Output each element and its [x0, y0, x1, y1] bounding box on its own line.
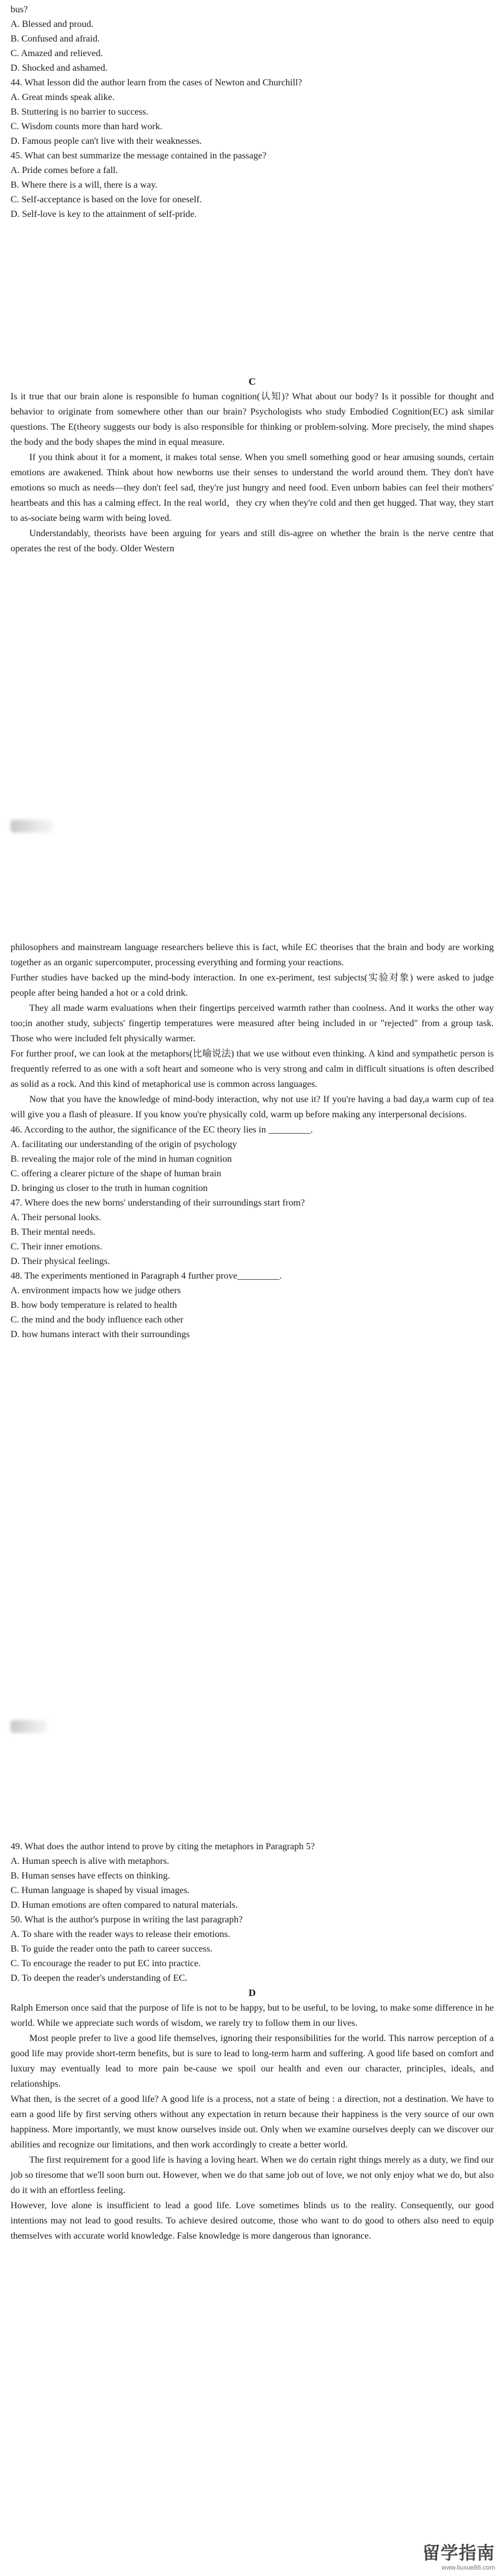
questions-46-48: [11, 1123, 494, 1342]
option-line: C. Human language is shaped by visual images.: [11, 1886, 190, 1895]
option-line: D. bringing us closer to the truth in human cognition: [11, 1183, 208, 1193]
question-line: 50. What is the author's purpose in writing the last paragraph?: [11, 1915, 243, 1925]
option-line: B. Their mental needs.: [11, 1227, 95, 1237]
option-line: C. Wisdom counts more than hard work.: [11, 122, 163, 132]
passage-paragraph: However, love alone is insufficient to lead a good life. Love sometimes blinds us to the reality. Consequently, our good intentions may not lead to good results. To achieve desired outcome, those who want to do good to others also need to equip themselves with accurate world knowledge. False knowledge is more dangerous than ignorance.: [11, 2201, 494, 2241]
passage-paragraph: Ralph Emerson once said that the purpose of life is not to be happy, but to be useful, to be loving, to make some difference in he world. While we appreciate such words of wisdom, we rarely try to follow them in our lives.: [11, 2003, 494, 2028]
passage-d-page: [11, 1839, 494, 2244]
passage-c-continued: [11, 940, 494, 1342]
option-line: B. Human senses have effects on thinking.: [11, 1871, 170, 1881]
option-line: A. Great minds speak alike.: [11, 92, 115, 102]
questions-49-50: [11, 1839, 494, 1985]
question-line: 44. What lesson did the author learn from the cases of Newton and Churchill?: [11, 78, 302, 88]
passage-paragraph: Further studies have backed up the mind-body interaction. In one ex-periment, test subjects(实验对象) were asked to judge people after being handed a hot or a cold drink.: [11, 973, 494, 998]
watermark-text: 留学指南: [422, 2544, 495, 2563]
option-line: C. the mind and the body influence each other: [11, 1315, 184, 1325]
passage-paragraph: If you think about it for a moment, it makes total sense. When you smell something good or hear amusing sounds, certain emotions are awakened. Think about how newborns use their senses to understand the world around them. They don't have emotions so much as needs—they don't feel sad, they're just hungry and need food. Even unborn babies can feel their mothers' heartbeats and this has a calming effect. In the real world，they cry when they're cold and then get hugged. That way, they start to as-sociate being warm with being loved.: [11, 453, 494, 523]
option-line: A. Their personal looks.: [11, 1213, 101, 1223]
option-line: B. how body temperature is related to health: [11, 1300, 177, 1310]
option-line: D. Shocked and ashamed.: [11, 63, 108, 73]
passage-paragraph: They all made warm evaluations when their fingertips perceived warmth rather than coolness. And it works the other way too;in another study, subjects' fingertip temperatures were measured after being included in or "rejected" from a group task. Those who were included felt physically warmer.: [11, 1003, 494, 1044]
option-line: D. Self-love is key to the attainment of self-pride.: [11, 209, 197, 219]
question-line: 49. What does the author intend to prove by citing the metaphors in Paragraph 5?: [11, 1842, 315, 1852]
passage-d-heading: D: [248, 1987, 256, 1998]
option-line: D. Their physical feelings.: [11, 1256, 110, 1266]
passage-paragraph: The first requirement for a good life is having a loving heart. When we do certain right things merely as a duty, we find our job so tiresome that we'll soon burn out. However, when we do that same job out of love, we not only enjoy what we do, but also do it with an effortless feeling.: [11, 2155, 494, 2195]
option-line: A. To share with the reader ways to release their emotions.: [11, 1929, 231, 1939]
watermark-url: www.liuxue86.com: [441, 2564, 495, 2571]
passage-paragraph: Understandably, theorists have been arguing for years and still dis-agree on whether the brain is the nerve centre that operates the rest of the body. Older Western: [11, 529, 494, 554]
blurred-footer: [11, 1720, 47, 1733]
passage-paragraph: What then, is the secret of a good life? A good life is a process, not a state of being : a direction, not a destination. We have to earn a good life by first serving others without any expectation in return because their happiness is the very source of our own happiness. More importantly, we must know ourselves inside out. Only when we examine ourselves deeply can we discover our abilities and recognize our limitations, and then work accordingly to create a better world.: [11, 2094, 494, 2150]
passage-c: [11, 374, 494, 557]
passage-paragraph: Is it true that our brain alone is responsible fo human cognition(认知)? What about our body? Is it possible for thought and behavior to originate from somewhere other than our brain? Psychologists who study Embodied Cognition(EC) ask similar questions. The E(theory suggests our body is also responsible for thinking or problem-solving. More precisely, the mind shapes the body and the body shapes the mind in equal measure.: [11, 392, 494, 447]
option-line: A. facilitating our understanding of the origin of psychology: [11, 1139, 238, 1149]
option-line: D. how humans interact with their surroundings: [11, 1330, 190, 1339]
option-line: A. Blessed and proud.: [11, 19, 94, 29]
passage-paragraph: For further proof, we can look at the metaphors(比喻说法) that we use without even thinking. A kind and sympathetic person is frequently referred to as one with a soft heart and someone who is very strong and calm in difficult situations is often described as solid as a rock. And this kind of metaphorical use is common across languages.: [11, 1049, 494, 1089]
option-line: C. offering a clearer picture of the shape of human brain: [11, 1169, 221, 1179]
option-line: B. revealing the major role of the mind in human cognition: [11, 1154, 232, 1164]
question-line: 48. The experiments mentioned in Paragraph 4 further prove_________.: [11, 1271, 282, 1281]
part1-questions: [11, 2, 494, 222]
passage-c-heading: C: [248, 376, 256, 387]
option-line: C. Amazed and relieved.: [11, 49, 103, 58]
question-line: 47. Where does the new borns' understanding of their surroundings start from?: [11, 1198, 305, 1208]
passage-paragraph: Most people prefer to live a good life themselves, ignoring their responsibilities for the world. This narrow perception of a good life may provide short-term benefits, but is sure to lead to long-term harm and suffering. A good life based on comfort and luxury may eventually lead to more pain be-cause we spoil our health and even our character, principles, ideals, and relationships.: [11, 2033, 494, 2089]
option-line: D. Famous people can't live with their weaknesses.: [11, 136, 202, 146]
option-line: C. Self-acceptance is based on the love for oneself.: [11, 195, 202, 205]
option-line: B. Stuttering is no barrier to success.: [11, 107, 149, 117]
option-line: B. Confused and afraid.: [11, 34, 100, 44]
question-line: 45. What can best summarize the message contained in the passage?: [11, 151, 267, 161]
blurred-footer: [11, 820, 53, 833]
option-line: A. Pride comes before a fall.: [11, 165, 118, 175]
option-line: A. environment impacts how we judge others: [11, 1286, 181, 1296]
option-line: D. Human emotions are often compared to natural materials.: [11, 1900, 238, 1910]
question-line: 46. According to the author, the significance of the EC theory lies in _________.: [11, 1125, 313, 1135]
passage-paragraph: philosophers and mainstream language researchers believe this is fact, while EC theorises that the brain and body are working together as an organic supercomputer, processing everything and forming your reactions.: [11, 942, 494, 968]
option-line: B. Where there is a will, there is a way.: [11, 180, 158, 190]
option-line: C. To encourage the reader to put EC into practice.: [11, 1959, 201, 1969]
option-line: B. To guide the reader onto the path to career success.: [11, 1944, 213, 1954]
site-watermark-logo: [422, 2539, 495, 2571]
question-line: bus?: [11, 5, 28, 15]
passage-paragraph: Now that you have the knowledge of mind-body interaction, why not use it? If you're having a bad day,a warm cup of tea will give you a flash of pleasure. If you know you're physically cold, warm up before making any interpersonal decisions.: [11, 1094, 494, 1120]
option-line: D. To deepen the reader's understanding of EC.: [11, 1973, 188, 1983]
option-line: A. Human speech is alive with metaphors.: [11, 1856, 170, 1866]
option-line: C. Their inner emotions.: [11, 1242, 102, 1252]
